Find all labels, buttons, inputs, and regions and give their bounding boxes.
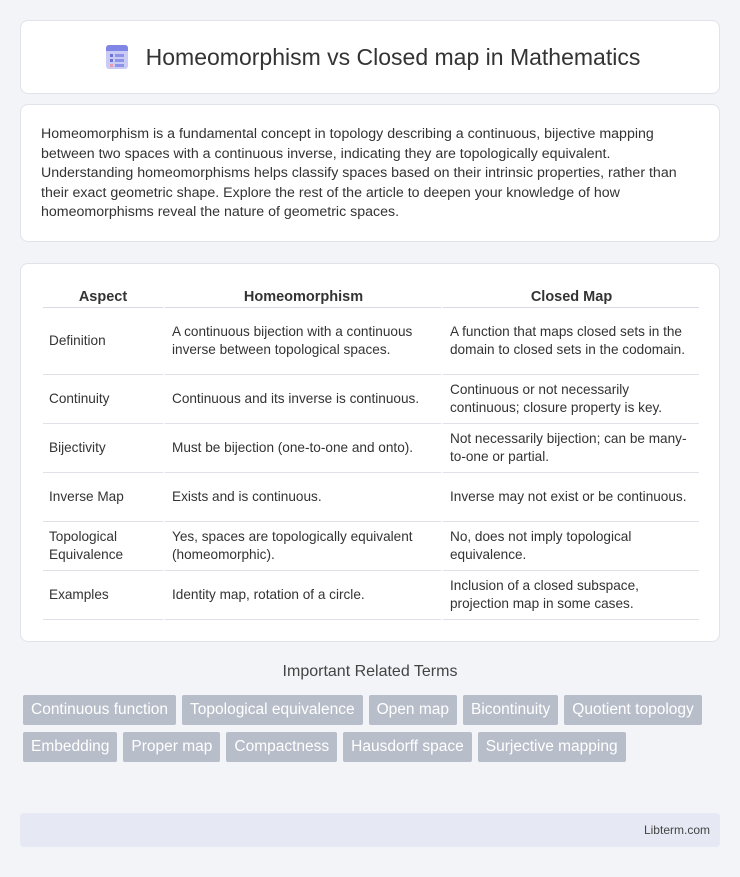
tag-surjective-mapping[interactable]: Surjective mapping (478, 732, 626, 762)
cell-closed-map: Inverse may not exist or be continuous. (441, 473, 699, 522)
cell-aspect: Definition (43, 308, 163, 375)
page-title: Homeomorphism vs Closed map in Mathematics (145, 43, 641, 70)
table-row (43, 375, 699, 424)
table-header-row (43, 282, 699, 308)
intro-paragraph: Homeomorphism is a fundamental concept in topology describing a continuous, bijective mapping between two spaces with a continuous inverse, indicating they are topologically equivalent. Understanding homeomorphisms helps classify spaces based on their intrinsic properties, rather than their exact geometric shape. Explore the rest of the article to deepen your knowledge of how homeomorphisms reveal the nature of geometric spaces. (41, 126, 677, 220)
cell-homeomorphism: Continuous and its inverse is continuous. (163, 375, 441, 424)
cell-homeomorphism: Must be bijection (one-to-one and onto). (163, 424, 441, 473)
tag-quotient-topology[interactable]: Quotient topology (564, 695, 702, 725)
cell-closed-map: A function that maps closed sets in the domain to closed sets in the codomain. (441, 308, 699, 375)
table-row (43, 473, 699, 522)
cell-homeomorphism: A continuous bijection with a continuous inverse between topological spaces. (163, 308, 441, 375)
cell-homeomorphism: Exists and is continuous. (163, 473, 441, 522)
tag-proper-map[interactable]: Proper map (123, 732, 220, 762)
footer-brand-link[interactable]: Libterm.com (643, 823, 710, 837)
table-row (43, 308, 699, 375)
cell-aspect: Continuity (43, 375, 163, 424)
tag-hausdorff-space[interactable]: Hausdorff space (343, 732, 472, 762)
header-card (20, 20, 720, 94)
cell-aspect: Examples (43, 571, 163, 620)
comparison-table (43, 282, 699, 620)
table-row (43, 424, 699, 473)
cell-closed-map: No, does not imply topological equivalence. (441, 522, 699, 571)
header-closed-map: Closed Map (441, 282, 699, 308)
comparison-table-card (20, 263, 720, 642)
intro-card (20, 104, 720, 242)
cell-closed-map: Inclusion of a closed subspace, projection map in some cases. (441, 571, 699, 620)
title-row (100, 40, 641, 74)
tag-embedding[interactable]: Embedding (23, 732, 117, 762)
tag-compactness[interactable]: Compactness (226, 732, 337, 762)
footer (20, 813, 720, 847)
header-aspect: Aspect (43, 282, 163, 308)
related-terms-tags (23, 695, 703, 762)
related-terms-title: Important Related Terms (282, 663, 458, 680)
cell-aspect: Bijectivity (43, 424, 163, 473)
cell-closed-map: Not necessarily bijection; can be many-to-one or partial. (441, 424, 699, 473)
table-row (43, 522, 699, 571)
tag-continuous-function[interactable]: Continuous function (23, 695, 176, 725)
table-row (43, 571, 699, 620)
document-list-icon (100, 40, 134, 74)
tag-open-map[interactable]: Open map (369, 695, 457, 725)
cell-homeomorphism: Identity map, rotation of a circle. (163, 571, 441, 620)
header-homeomorphism: Homeomorphism (163, 282, 441, 308)
cell-aspect: Topological Equivalence (43, 522, 163, 571)
tag-bicontinuity[interactable]: Bicontinuity (463, 695, 558, 725)
cell-closed-map: Continuous or not necessarily continuous; closure property is key. (441, 375, 699, 424)
cell-aspect: Inverse Map (43, 473, 163, 522)
tag-topological-equivalence[interactable]: Topological equivalence (182, 695, 363, 725)
cell-homeomorphism: Yes, spaces are topologically equivalent (homeomorphic). (163, 522, 441, 571)
